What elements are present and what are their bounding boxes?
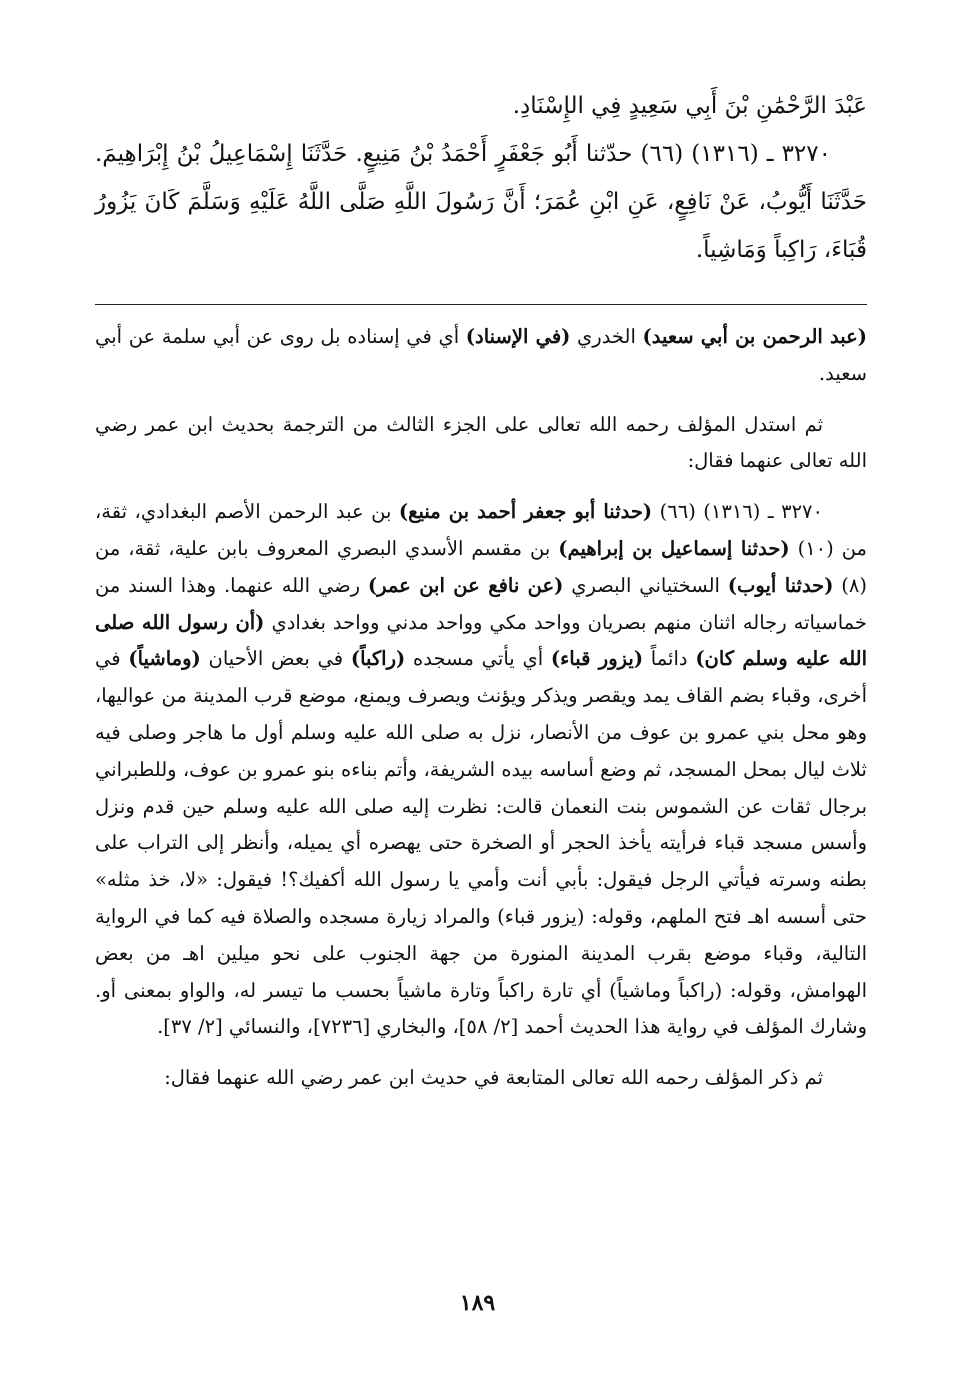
commentary-3-text-4: السختياني البصري [563, 573, 728, 597]
commentary-3-bold-2: (حدثنا إسماعيل بن إبراهيم) [558, 536, 790, 560]
commentary-paragraph-1 [95, 319, 867, 393]
commentary-paragraph-4: ثم ذكر المؤلف رحمه الله تعالى المتابعة في حديث ابن عمر رضي الله عنهما فقال: [164, 1066, 823, 1090]
commentary-3-text-1: ٣٢٧٠ ـ (١٣١٦) (٦٦) [652, 500, 823, 524]
commentary-3-bold-6: (يزور قباء) [550, 647, 644, 671]
commentary-3-bold-4: (عن نافع عن ابن عمر) [367, 573, 564, 597]
page-content [95, 82, 867, 1111]
commentary-1-bold-2: (في الإسناد) [465, 325, 571, 348]
commentary-1-bold-1: (عبد الرحمن بن أبي سعيد) [642, 325, 868, 348]
commentary-3-text-8: في بعض الأحيان [200, 647, 351, 671]
commentary-3-bold-8: (وماشياً) [128, 647, 201, 671]
commentary-3-text-5: رضي الله عنهما. وهذا السند من خماسياته رجاله اثنان منهم بصريان وواحد مكي وواحد مدني وواحد بغدادي [95, 573, 867, 634]
commentary-1-text-2: أي في إسناده بل روى عن أبي سلمة عن أبي سعيد. [95, 325, 867, 385]
commentary-1-text-1: الخدري [570, 325, 643, 348]
hadith-3270-text: ٣٢٧٠ ـ (١٣١٦) (٦٦) حدّثنا أَبُو جَعْفَرٍ أَحْمَدُ بْنُ مَنِيعٍ. حَدَّثَنَا إِسْمَاعِيلُ بْنُ إِبْرَاهِيمَ. حَدَّثَنَا أَيُّوبُ، عَنْ نَافِعٍ، عَنِ ابْنِ عُمَرَ؛ أَنَّ رَسُولَ اللَّهِ صَلَّى اللَّهُ عَلَيْهِ وَسَلَّمَ كَانَ يَزُورُ قُبَاءَ، رَاكِباً وَمَاشِياً. [95, 141, 867, 263]
commentary-section [95, 319, 867, 1097]
page-number: ١٨٩ [459, 1290, 496, 1316]
commentary-3-text-6: دائماً [643, 647, 696, 671]
commentary-3-bold-5: (أن رسول الله صلى الله عليه وسلم كان) [95, 610, 868, 671]
commentary-3-bold-7: (راكباً) [350, 647, 406, 671]
commentary-paragraph-3 [95, 494, 867, 1046]
commentary-3-text-2: بن عبد الرحمن الأصم البغدادي، ثقة، من (١٠) [95, 500, 867, 560]
commentary-3-bold-1: (حدثنا أبو جعفر أحمد بن منيع) [398, 500, 653, 524]
commentary-paragraph-2: ثم استدل المؤلف رحمه الله تعالى على الجزء الثالث من الترجمة بحديث ابن عمر رضي الله تعالى عنهما فقال: [95, 412, 867, 473]
footnote-divider [95, 304, 867, 305]
commentary-3-bold-3: (حدثنا أيوب) [727, 573, 834, 597]
hadith-continuation-line: عَبْدَ الرَّحْمَٰنِ بْنَ أَبِي سَعِيدٍ فِي الإِسْنَادِ. [512, 93, 867, 119]
commentary-3-text-3: بن مقسم الأسدي البصري المعروف بابن علية، ثقة، من (٨) [95, 536, 867, 597]
commentary-3-text-9: في أخرى، وقباء بضم القاف يمد ويقصر ويذكر ويؤنث ويصرف ويمنع، موضع قرب المدينة من عواليها، وهو محل بني عمرو بن عوف من الأنصار، نزل به صلى الله عليه وسلم أول ما هاجر وصلى فيه ثلاث ليال بمحل المسجد، ثم وضع أساسه بيده الشريفة، وأتم بناءه بنو عمرو بن عوف، وللطبراني برجال ثقات عن الشموس بنت النعمان قالت: نظرت إليه صلى الله عليه وسلم حين قدم ونزل وأسس مسجد قباء فرأيته يأخذ الحجر أو الصخرة حتى يهصره أي يميله، وأنظر إلى التراب على بطنه وسرته فيأتي الرجل فيقول: بأبي أنت وأمي يا رسول الله أكفيك؟! فيقول: «لا، خذ مثله» حتى أسسه اهـ فتح الملهم، وقوله: (يزور قباء) والمراد زيارة مسجده والصلاة فيه كما في الرواية التالية، وقباء موضع بقرب المدينة المنورة من جهة الجنوب على نحو ميلين اهـ من بعض الهوامش، وقوله: (راكباً وماشياً) أي تارة راكباً وتارة ماشياً بحسب ما تيسر له، والواو بمعنى أو. وشارك المؤلف في رواية هذا الحديث أحمد [٢/ ٥٨]، والبخاري [٧٢٣٦]، والنسائي [٢/ ٣٧]. [95, 647, 867, 1039]
commentary-3-text-7: أي يأتي مسجده [405, 647, 551, 671]
